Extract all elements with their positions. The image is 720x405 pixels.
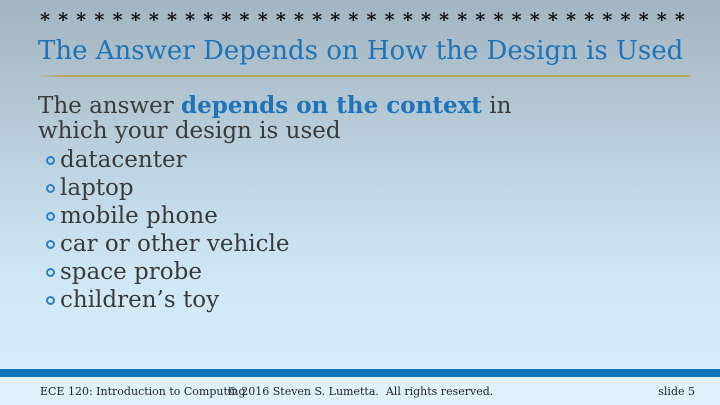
list-item-label: children’s toy bbox=[60, 287, 220, 313]
asterisk-glyph: * bbox=[203, 9, 214, 31]
body-text-line1-suffix: in bbox=[481, 93, 512, 119]
bullet-ring-icon bbox=[46, 268, 55, 277]
asterisk-glyph: * bbox=[58, 9, 69, 31]
list-item-label: laptop bbox=[60, 175, 134, 201]
list-item bbox=[46, 174, 606, 202]
asterisk-glyph: * bbox=[257, 9, 268, 31]
body-text-line2: which your design is used bbox=[38, 118, 341, 144]
context-bullet-list bbox=[46, 146, 606, 314]
list-item-label: datacenter bbox=[60, 147, 187, 173]
footer-accent-bar bbox=[0, 369, 720, 377]
asterisk-glyph: * bbox=[112, 9, 123, 31]
asterisk-glyph: * bbox=[312, 9, 323, 31]
bullet-ring-icon bbox=[46, 212, 55, 221]
body-paragraph bbox=[38, 93, 538, 144]
asterisk-decoration-row bbox=[40, 8, 685, 32]
list-item-label: mobile phone bbox=[60, 203, 218, 229]
list-item-label: space probe bbox=[60, 259, 202, 285]
bullet-ring-icon bbox=[46, 156, 55, 165]
asterisk-glyph: * bbox=[366, 9, 377, 31]
asterisk-glyph: * bbox=[566, 9, 577, 31]
asterisk-glyph: * bbox=[547, 9, 558, 31]
asterisk-glyph: * bbox=[94, 9, 105, 31]
asterisk-glyph: * bbox=[620, 9, 631, 31]
asterisk-glyph: * bbox=[475, 9, 486, 31]
asterisk-glyph: * bbox=[420, 9, 431, 31]
list-item bbox=[46, 258, 606, 286]
body-text-emphasis: depends on the context bbox=[181, 92, 482, 119]
bullet-ring-icon bbox=[46, 296, 55, 305]
list-item bbox=[46, 146, 606, 174]
title-underline-rule bbox=[36, 75, 690, 77]
asterisk-glyph: * bbox=[584, 9, 595, 31]
asterisk-glyph: * bbox=[275, 9, 286, 31]
asterisk-glyph: * bbox=[384, 9, 395, 31]
asterisk-glyph: * bbox=[674, 9, 685, 31]
list-item bbox=[46, 202, 606, 230]
asterisk-glyph: * bbox=[130, 9, 141, 31]
asterisk-glyph: * bbox=[166, 9, 177, 31]
slide-title: The Answer Depends on How the Design is Used bbox=[38, 36, 684, 66]
asterisk-glyph: * bbox=[40, 9, 50, 31]
bullet-ring-icon bbox=[46, 240, 55, 249]
asterisk-glyph: * bbox=[185, 9, 196, 31]
list-item bbox=[46, 230, 606, 258]
asterisk-glyph: * bbox=[76, 9, 87, 31]
footer-course-label: ECE 120: Introduction to Computing bbox=[40, 385, 246, 398]
asterisk-glyph: * bbox=[330, 9, 341, 31]
asterisk-glyph: * bbox=[493, 9, 504, 31]
list-item-label: car or other vehicle bbox=[60, 231, 290, 257]
asterisk-glyph: * bbox=[439, 9, 450, 31]
asterisk-glyph: * bbox=[221, 9, 232, 31]
asterisk-glyph: * bbox=[148, 9, 159, 31]
asterisk-glyph: * bbox=[602, 9, 613, 31]
bullet-ring-icon bbox=[46, 184, 55, 193]
asterisk-glyph: * bbox=[656, 9, 667, 31]
asterisk-glyph: * bbox=[348, 9, 359, 31]
asterisk-glyph: * bbox=[239, 9, 250, 31]
footer bbox=[0, 377, 720, 405]
footer-slide-number: slide 5 bbox=[658, 385, 695, 398]
asterisk-glyph: * bbox=[293, 9, 304, 31]
footer-copyright: © 2016 Steven S. Lumetta. All rights reserved. bbox=[226, 385, 494, 398]
asterisk-glyph: * bbox=[402, 9, 413, 31]
asterisk-glyph: * bbox=[529, 9, 540, 31]
body-text-prefix: The answer bbox=[38, 93, 182, 119]
asterisk-glyph: * bbox=[511, 9, 522, 31]
asterisk-glyph: * bbox=[638, 9, 649, 31]
list-item bbox=[46, 286, 606, 314]
asterisk-glyph: * bbox=[457, 9, 468, 31]
